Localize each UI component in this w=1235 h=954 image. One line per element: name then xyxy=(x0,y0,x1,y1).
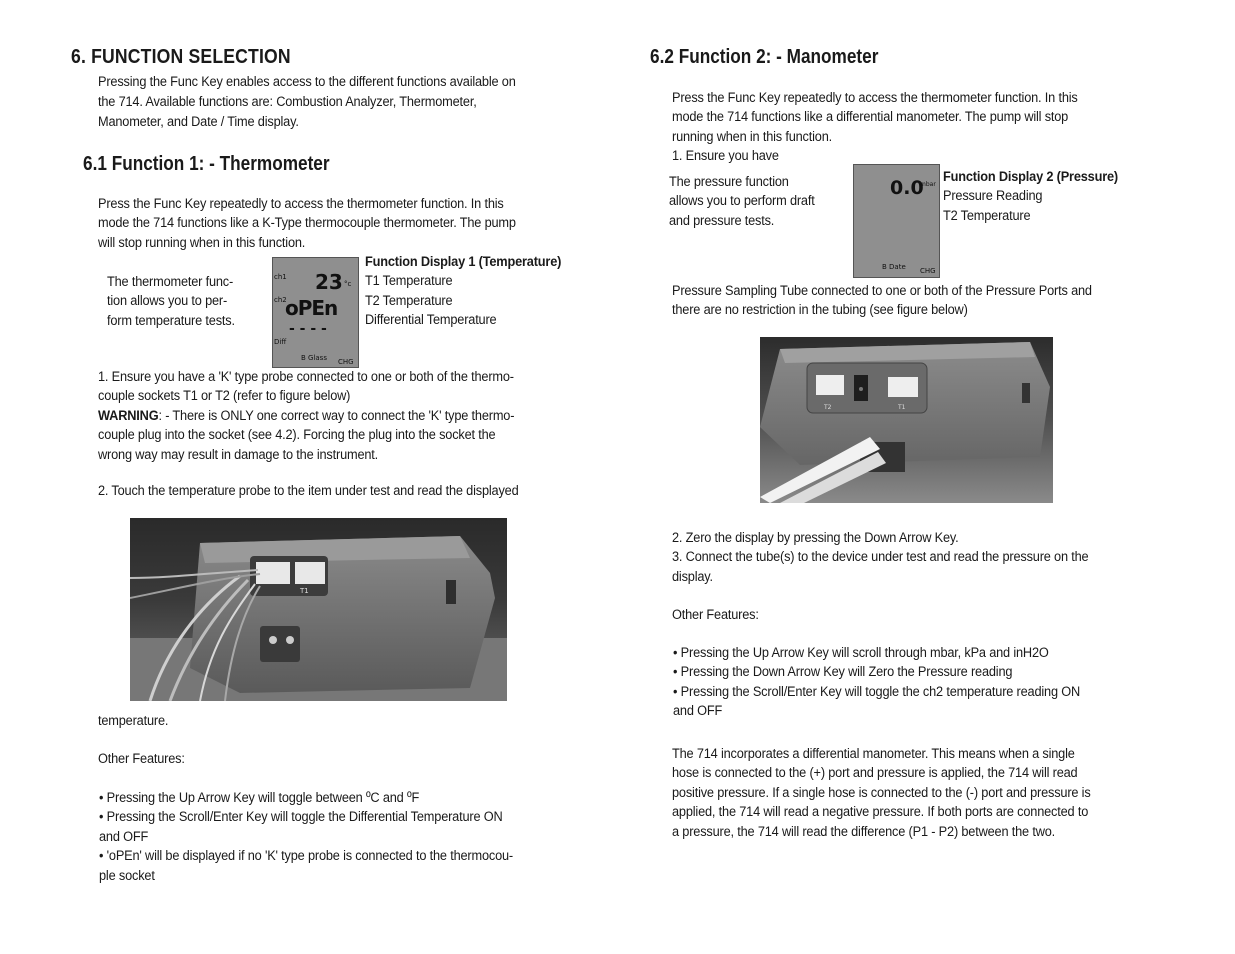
text-line: mode the 714 functions like a differential manometer. The pump will stop xyxy=(672,109,1069,126)
text-line: couple sockets T1 or T2 (refer to figure below) xyxy=(98,388,351,405)
text-line: will stop running when in this function. xyxy=(98,234,306,251)
step-2-end: temperature. xyxy=(98,713,169,729)
list-item: • Pressing the Down Arrow Key will Zero the Pressure reading xyxy=(673,664,1013,681)
t1-port-label: T1 xyxy=(898,404,906,411)
features-list xyxy=(99,789,513,886)
thermocouple-photo xyxy=(130,518,507,701)
subsection-heading: 6.1 Function 1: - Thermometer xyxy=(83,153,330,175)
text-line: Manometer, and Date / Time display. xyxy=(98,113,299,130)
display-caption xyxy=(365,253,561,331)
text-line: Pressing the Func Key enables access to the different functions available on xyxy=(98,74,516,90)
text-line: form temperature tests. xyxy=(107,312,235,329)
section-heading: 6. FUNCTION SELECTION xyxy=(71,46,291,68)
caption-line: T2 Temperature xyxy=(365,292,453,309)
pressure-unit: mbar xyxy=(920,181,936,188)
list-item: • Pressing the Scroll/Enter Key will toggle the Differential Temperature ON xyxy=(99,809,503,826)
warning-text: : - There is ONLY one correct way to connect the 'K' type thermo- xyxy=(158,407,515,424)
features-list xyxy=(673,644,1080,722)
temperature-lcd-display xyxy=(272,257,359,368)
text-line: The thermometer func- xyxy=(107,274,234,290)
text-line: mode the 714 functions like a K-Type thermocouple thermometer. The pump xyxy=(98,215,516,232)
t2-reading: oPEn xyxy=(285,296,338,320)
list-item: ple socket xyxy=(99,867,155,884)
unit-label: °c xyxy=(344,280,352,288)
text-line: Press the Func Key repeatedly to access the thermometer function. In this xyxy=(98,196,504,212)
step-1-paragraph xyxy=(98,368,514,465)
text-line: wrong way may result in damage to the instrument. xyxy=(98,446,379,463)
list-item: • Pressing the Up Arrow Key will scroll through mbar, kPa and inH2O xyxy=(673,645,1049,661)
side-note xyxy=(669,173,815,231)
pressure-reading: 0.0 xyxy=(890,177,924,199)
other-features-heading: Other Features: xyxy=(672,607,759,623)
list-item: • Pressing the Up Arrow Key will toggle between ºC and ºF xyxy=(99,790,420,806)
caption-title: Function Display 1 (Temperature) xyxy=(365,254,562,270)
lcd-footer-right: CHG xyxy=(338,358,354,366)
text-line: couple plug into the socket (see 4.2). Forcing the plug into the socket the xyxy=(98,427,496,444)
text-line: display. xyxy=(672,568,713,585)
differential-dashes: - - - - xyxy=(289,321,327,337)
intro-paragraph xyxy=(98,73,516,132)
step-2-text: 2. Touch the temperature probe to the item under test and read the displayed xyxy=(98,483,519,499)
closing-paragraph xyxy=(672,745,1091,842)
text-line: 1. Ensure you have xyxy=(672,148,779,165)
text-line: running when in this function. xyxy=(672,128,832,145)
text-line: 2. Zero the display by pressing the Down Arrow Key. xyxy=(672,530,959,546)
list-item: and OFF xyxy=(99,828,149,845)
text-line: 1. Ensure you have a 'K' type probe connected to one or both of the thermo- xyxy=(98,369,514,385)
text-line: there are no restriction in the tubing (see figure below) xyxy=(672,302,968,319)
list-item: and OFF xyxy=(673,703,723,720)
diff-label: Diff xyxy=(274,338,287,346)
caption-line: Pressure Reading xyxy=(943,188,1043,205)
lcd-footer-left: B Glass xyxy=(301,354,327,362)
display-caption xyxy=(943,168,1118,226)
pressure-lcd-display xyxy=(853,164,940,278)
text-line: hose is connected to the (+) port and pressure is applied, the 714 will read xyxy=(672,765,1078,782)
ch2-label: ch2 xyxy=(274,296,287,304)
list-item: • Pressing the Scroll/Enter Key will toggle the ch2 temperature reading ON xyxy=(673,683,1081,700)
thermometer-paragraph xyxy=(98,195,516,253)
text-line: The pressure function xyxy=(669,174,789,190)
warning-label: WARNING xyxy=(98,407,159,424)
t1-port-label: T1 xyxy=(300,587,309,595)
lcd-footer-right: CHG xyxy=(920,267,936,275)
manometer-paragraph xyxy=(672,89,1078,167)
text-line: applied, the 714 will read a negative pressure. If both ports are connected to xyxy=(672,804,1089,821)
lcd-footer-left: B Date xyxy=(882,263,906,271)
caption-line: T2 Temperature xyxy=(943,207,1031,224)
pressure-tube-photo xyxy=(760,337,1053,503)
warning-line xyxy=(98,407,514,426)
caption-line: T1 Temperature xyxy=(365,273,453,290)
steps-list xyxy=(672,529,1088,587)
text-line: 3. Connect the tube(s) to the device under test and read the pressure on the xyxy=(672,549,1089,566)
text-line: the 714. Available functions are: Combustion Analyzer, Thermometer, xyxy=(98,94,477,111)
subsection-heading: 6.2 Function 2: - Manometer xyxy=(650,46,879,68)
other-features-heading: Other Features: xyxy=(98,751,185,767)
text-line: allows you to perform draft xyxy=(669,193,815,210)
text-line: Pressure Sampling Tube connected to one or both of the Pressure Ports and xyxy=(672,283,1092,299)
text-line: positive pressure. If a single hose is connected to the (-) port and pressure is xyxy=(672,784,1091,801)
side-note xyxy=(107,273,235,331)
tubing-paragraph xyxy=(672,282,1092,321)
text-line: tion allows you to per- xyxy=(107,293,228,310)
caption-title: Function Display 2 (Pressure) xyxy=(943,169,1119,185)
t2-port-label: T2 xyxy=(824,404,832,411)
ch1-label: ch1 xyxy=(274,273,287,281)
text-line: Press the Func Key repeatedly to access the thermometer function. In this xyxy=(672,90,1078,106)
caption-line: Differential Temperature xyxy=(365,312,497,329)
list-item: • 'oPEn' will be displayed if no 'K' type probe is connected to the thermocou- xyxy=(99,848,513,865)
text-line: and pressure tests. xyxy=(669,212,775,229)
t1-reading: 23 xyxy=(315,270,343,294)
text-line: The 714 incorporates a differential manometer. This means when a single xyxy=(672,746,1075,762)
text-line: a pressure, the 714 will read the difference (P1 - P2) between the two. xyxy=(672,823,1056,840)
